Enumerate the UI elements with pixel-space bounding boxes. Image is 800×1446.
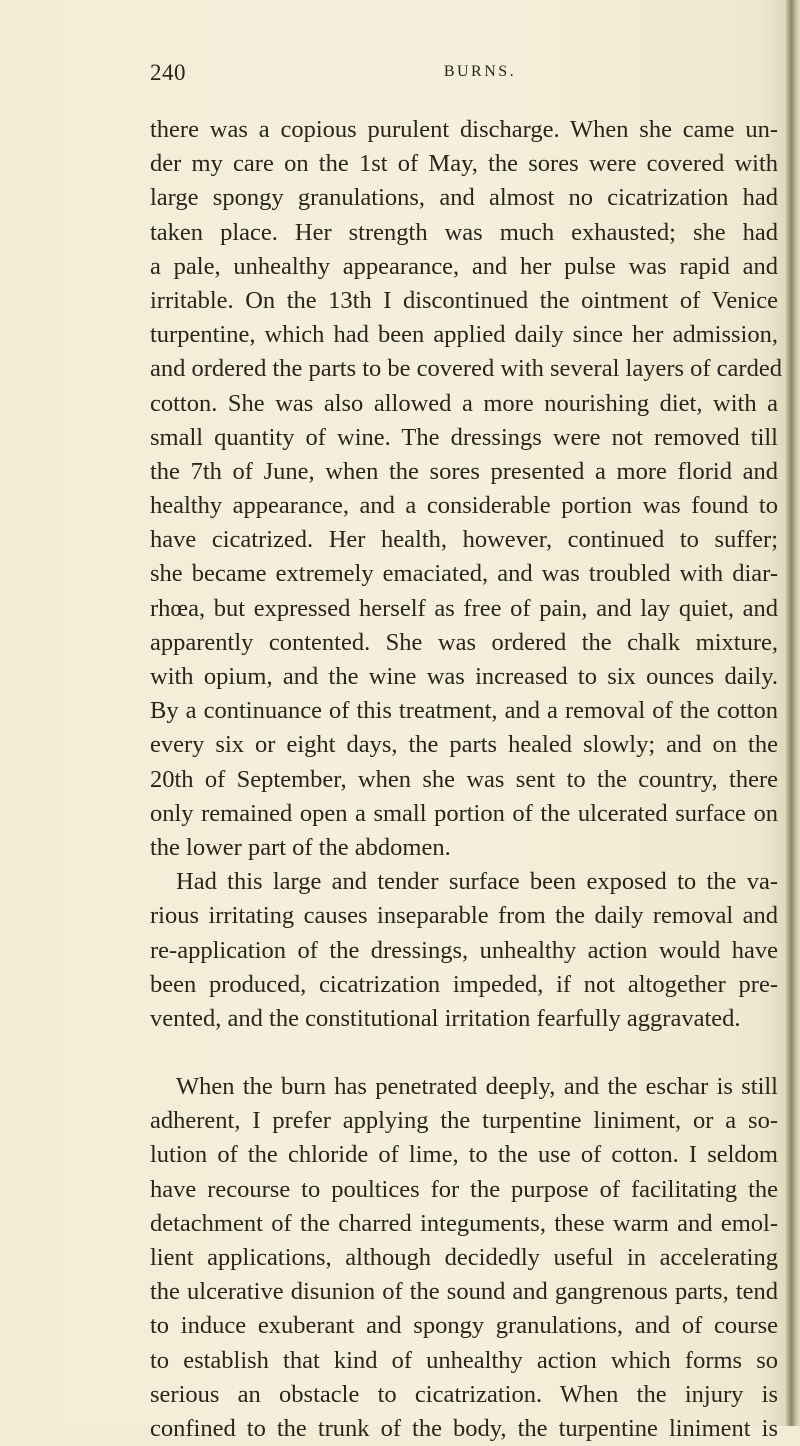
text-line: there was a copious purulent discharge. When she came un-	[150, 116, 778, 143]
text-line: cotton. She was also allowed a more nourishing diet, with a	[150, 389, 778, 417]
text-line: every six or eight days, the parts healed slowly; and on the	[150, 731, 778, 759]
text-line: the 7th of June, when the sores presented a more florid and	[150, 457, 778, 485]
text-line: turpentine, which had been applied daily since her admission,	[150, 321, 778, 349]
text-line: the ulcerative disunion of the sound and gangrenous parts, tend	[150, 1278, 778, 1306]
text-line: and ordered the parts to be covered with several layers of carded	[150, 355, 782, 383]
text-line: 20th of September, when she was sent to the country, there	[150, 765, 778, 793]
text-line: to induce exuberant and spongy granulations, and of course	[150, 1312, 778, 1340]
text-line: rhœa, but expressed herself as free of pain, and lay quiet, and	[150, 594, 778, 622]
paragraph	[150, 865, 778, 1036]
text-line: When the burn has penetrated deeply, and the eschar is still	[176, 1073, 778, 1101]
text-line: lution of the chloride of lime, to the use of cotton. I seldom	[150, 1141, 778, 1169]
text-line: vented, and the constitutional irritation fearfully aggravated.	[150, 1004, 741, 1032]
text-line: serious an obstacle to cicatrization. When the injury is	[150, 1380, 778, 1408]
running-head: BURNS.	[443, 63, 517, 80]
text-line: taken place. Her strength was much exhausted; she had	[150, 218, 778, 246]
text-line: adherent, I prefer applying the turpentine liniment, or a so-	[150, 1107, 778, 1135]
paragraph	[150, 1070, 778, 1446]
text-line: Had this large and tender surface been exposed to the va-	[176, 868, 778, 896]
paragraph	[150, 113, 782, 865]
page-number: 240	[150, 60, 186, 85]
text-line: she became extremely emaciated, and was troubled with diar-	[150, 560, 778, 588]
text-line: By a continuance of this treatment, and a removal of the cotton	[150, 697, 778, 725]
text-line: apparently contented. She was ordered the chalk mixture,	[150, 628, 778, 656]
page-binding-edge	[786, 0, 800, 1426]
text-line: re-application of the dressings, unhealthy action would have	[150, 936, 778, 964]
body-text	[150, 113, 782, 1446]
text-line: to establish that kind of unhealthy action which forms so	[150, 1346, 778, 1374]
text-line: been produced, cicatrization impeded, if not altogether pre-	[150, 970, 778, 998]
text-line: detachment of the charred integuments, these warm and emol-	[150, 1209, 778, 1237]
text-line: irritable. On the 13th I discontinued the ointment of Venice	[150, 286, 778, 314]
text-line: the lower part of the abdomen.	[150, 833, 451, 861]
text-line: large spongy granulations, and almost no cicatrization had	[150, 184, 778, 212]
text-line: with opium, and the wine was increased to six ounces daily.	[150, 663, 778, 690]
text-line: have cicatrized. Her health, however, continued to suffer;	[150, 526, 778, 554]
text-line: a pale, unhealthy appearance, and her pulse was rapid and	[150, 252, 778, 280]
text-line: have recourse to poultices for the purpose of facilitating the	[150, 1175, 778, 1203]
text-line: der my care on the 1st of May, the sores were covered with	[150, 150, 778, 178]
text-line: confined to the trunk of the body, the turpentine liniment is	[150, 1414, 778, 1442]
paragraph-spacer	[150, 1036, 778, 1070]
text-line: only remained open a small portion of the ulcerated surface on	[150, 799, 778, 827]
page-header	[150, 60, 778, 90]
text-line: healthy appearance, and a considerable portion was found to	[150, 492, 778, 520]
text-line: small quantity of wine. The dressings were not removed till	[150, 423, 778, 451]
text-line: lient applications, although decidedly useful in accelerating	[150, 1244, 778, 1271]
text-line: rious irritating causes inseparable from the daily removal and	[150, 902, 778, 930]
